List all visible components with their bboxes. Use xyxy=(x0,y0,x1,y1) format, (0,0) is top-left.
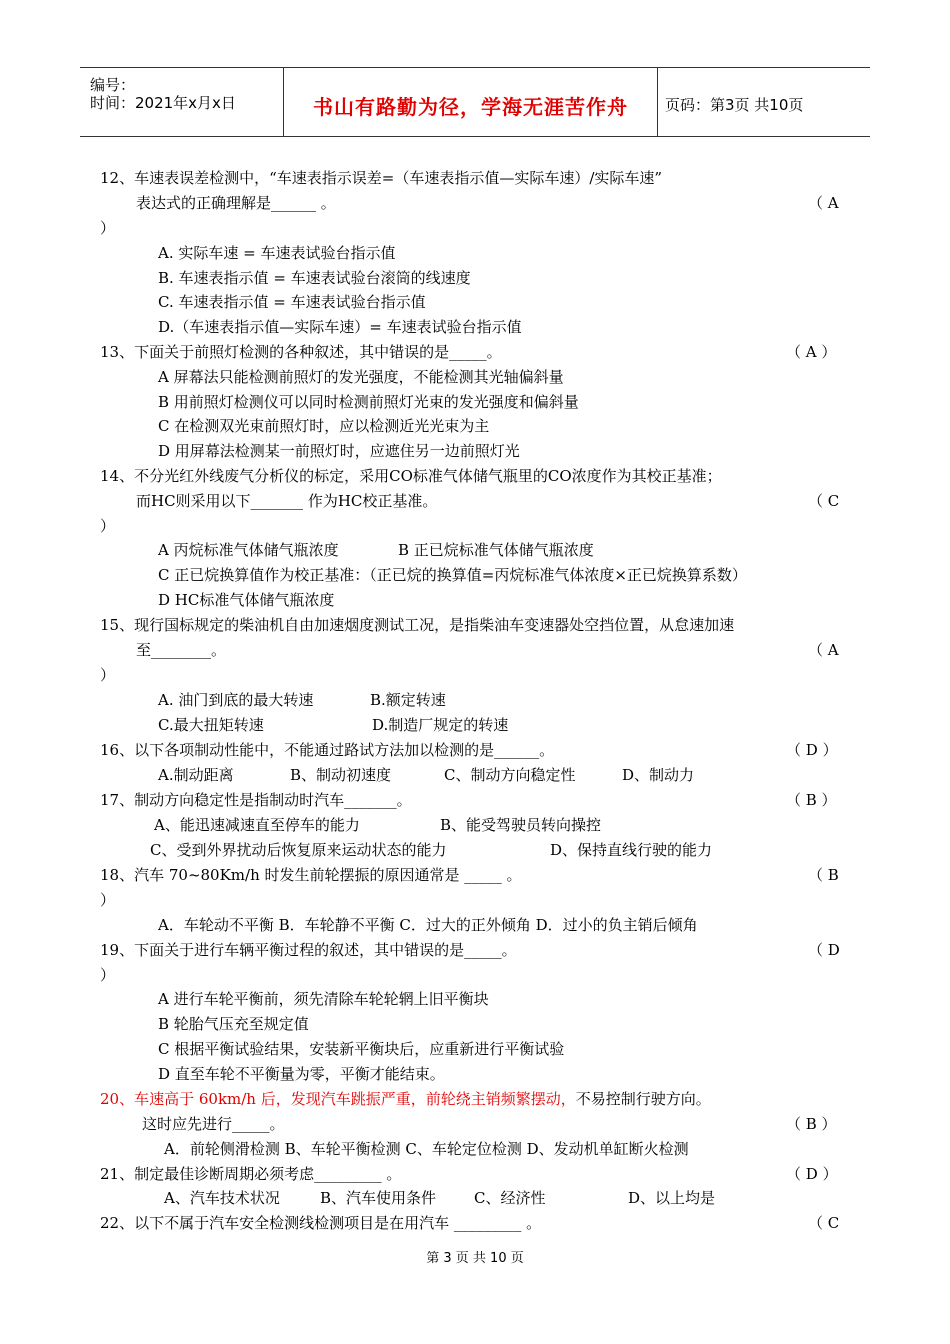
page-footer: 第 3 页 共 10 页 xyxy=(426,1251,524,1266)
question-text xyxy=(100,1089,711,1109)
document-time-label: 时间：2021年x月x日 xyxy=(90,94,236,112)
question-text: 19、下面关于进行车辆平衡过程的叙述，其中错误的是_____。 xyxy=(100,941,517,959)
page-header xyxy=(80,67,870,137)
answer-label: （ C xyxy=(808,492,840,510)
option-d: D HC标准气体储气瓶浓度 xyxy=(158,591,335,609)
question-text: 12、车速表误差检测中，“车速表指示误差=（车速表指示值—实际车速）/实际车速” xyxy=(100,169,663,187)
question-text: 14、不分光红外线废气分析仪的标定，采用CO标准气体储气瓶里的CO浓度作为其校正基准； xyxy=(100,467,722,485)
option-b: B 轮胎气压充至规定值 xyxy=(158,1015,309,1033)
answer-label: （ A xyxy=(808,194,839,212)
page-number-label: 页码：第3页 共10页 xyxy=(665,96,804,114)
option-b: B. 车速表指示值 = 车速表试验台滚筒的线速度 xyxy=(158,269,471,287)
option-b: B、能受驾驶员转向操控 xyxy=(440,816,602,834)
options-line: A．前轮侧滑检测 B、车轮平衡检测 C、车轮定位检测 D、发动机单缸断火检测 xyxy=(164,1140,689,1158)
option-b: B 正已烷标准气体储气瓶浓度 xyxy=(398,541,594,559)
option-d: D.制造厂规定的转速 xyxy=(372,716,509,734)
question-text: 表达式的正确理解是______ 。 xyxy=(136,194,336,212)
option-c: C 在检测双光束前照灯时，应以检测近光光束为主 xyxy=(158,417,490,435)
option-b: B.额定转速 xyxy=(370,691,446,709)
option-a: A、能迅速减速直至停车的能力 xyxy=(154,816,360,834)
question-text-highlight: 20、车速高于 60km/h 后，发现汽车跳振严重，前轮绕主销频繁摆动， xyxy=(100,1090,576,1108)
option-b: B 用前照灯检测仪可以同时检测前照灯光束的发光强度和偏斜量 xyxy=(158,393,579,411)
answer-close: ） xyxy=(100,219,116,237)
question-text: 这时应先进行_____。 xyxy=(142,1115,285,1133)
option-a: A 屏幕法只能检测前照灯的发光强度，不能检测其光轴偏斜量 xyxy=(158,368,564,386)
answer-label: （ D xyxy=(808,941,840,959)
option-d: D、保持直线行驶的能力 xyxy=(550,841,713,859)
option-a: A. 油门到底的最大转速 xyxy=(158,691,314,709)
question-text: 13、下面关于前照灯检测的各种叙述，其中错误的是_____。 xyxy=(100,343,502,361)
header-center-cell xyxy=(283,68,658,136)
answer-close: ） xyxy=(100,966,116,984)
header-motto: 书山有路勤为径，学海无涯苦作舟 xyxy=(313,95,628,119)
option-b: B、制动初速度 xyxy=(290,766,392,784)
header-left-cell xyxy=(80,68,283,136)
answer-label: （ A xyxy=(808,641,839,659)
option-a: A. 实际车速 = 车速表试验台指示值 xyxy=(158,244,396,262)
option-a: A.制动距离 xyxy=(158,766,234,784)
question-text-rest: 不易控制行驶方向。 xyxy=(575,1090,711,1108)
answer-label: （ A ） xyxy=(786,343,837,361)
option-d: D、制动力 xyxy=(622,766,695,784)
option-d: D、以上均是 xyxy=(628,1189,716,1207)
answer-label: （ B xyxy=(808,866,839,884)
question-text: 15、现行国标规定的柴油机自由加速烟度测试工况，是指柴油车变速器处空挡位置，从怠速加速 xyxy=(100,616,735,634)
answer-close: ） xyxy=(100,666,116,684)
option-c: C.最大扭矩转速 xyxy=(158,716,264,734)
answer-label: （ B ） xyxy=(786,1115,837,1133)
question-text: 22、以下不属于汽车安全检测线检测项目是在用汽车 _________ 。 xyxy=(100,1214,542,1232)
option-b: B、汽车使用条件 xyxy=(320,1189,437,1207)
document-number-label: 编号： xyxy=(90,76,136,94)
answer-close: ） xyxy=(100,891,116,909)
options-line: A．车轮动不平衡 B．车轮静不平衡 C．过大的正外倾角 D．过小的负主销后倾角 xyxy=(158,916,698,934)
question-text: 至________。 xyxy=(136,641,227,659)
option-c: C、制动方向稳定性 xyxy=(444,766,576,784)
question-text: 18、汽车 70~80Km/h 时发生前轮摆振的原因通常是 _____ 。 xyxy=(100,866,522,884)
answer-label: （ C xyxy=(808,1214,840,1232)
answer-label: （ D ） xyxy=(786,1165,838,1183)
question-text: 21、制定最佳诊断周期必须考虑_________ 。 xyxy=(100,1165,402,1183)
answer-label: （ D ） xyxy=(786,741,838,759)
header-right-cell xyxy=(657,68,870,136)
option-c: C 正已烷换算值作为校正基准：（正已烷的换算值=丙烷标准气体浓度×正已烷换算系数） xyxy=(158,566,747,584)
option-a: A 丙烷标准气体储气瓶浓度 xyxy=(158,541,339,559)
question-text: 17、制动方向稳定性是指制动时汽车_______。 xyxy=(100,791,412,809)
option-d: D 用屏幕法检测某一前照灯时，应遮住另一边前照灯光 xyxy=(158,442,520,460)
option-a: A、汽车技术状况 xyxy=(164,1189,280,1207)
question-text: 而HC则采用以下_______ 作为HC校正基准。 xyxy=(136,492,438,510)
option-d: D 直至车轮不平衡量为零，平衡才能结束。 xyxy=(158,1065,445,1083)
option-c: C 根据平衡试验结果，安装新平衡块后，应重新进行平衡试验 xyxy=(158,1040,565,1058)
option-a: A 进行车轮平衡前，须先清除车轮轮辋上旧平衡块 xyxy=(158,990,489,1008)
option-d: D.（车速表指示值—实际车速）= 车速表试验台指示值 xyxy=(158,318,522,336)
option-c: C、经济性 xyxy=(474,1189,546,1207)
answer-close: ） xyxy=(100,517,116,535)
question-text: 16、以下各项制动性能中，不能通过路试方法加以检测的是______。 xyxy=(100,741,555,759)
answer-label: （ B ） xyxy=(786,791,837,809)
option-c: C. 车速表指示值 = 车速表试验台指示值 xyxy=(158,293,426,311)
option-c: C、受到外界扰动后恢复原来运动状态的能力 xyxy=(150,841,447,859)
